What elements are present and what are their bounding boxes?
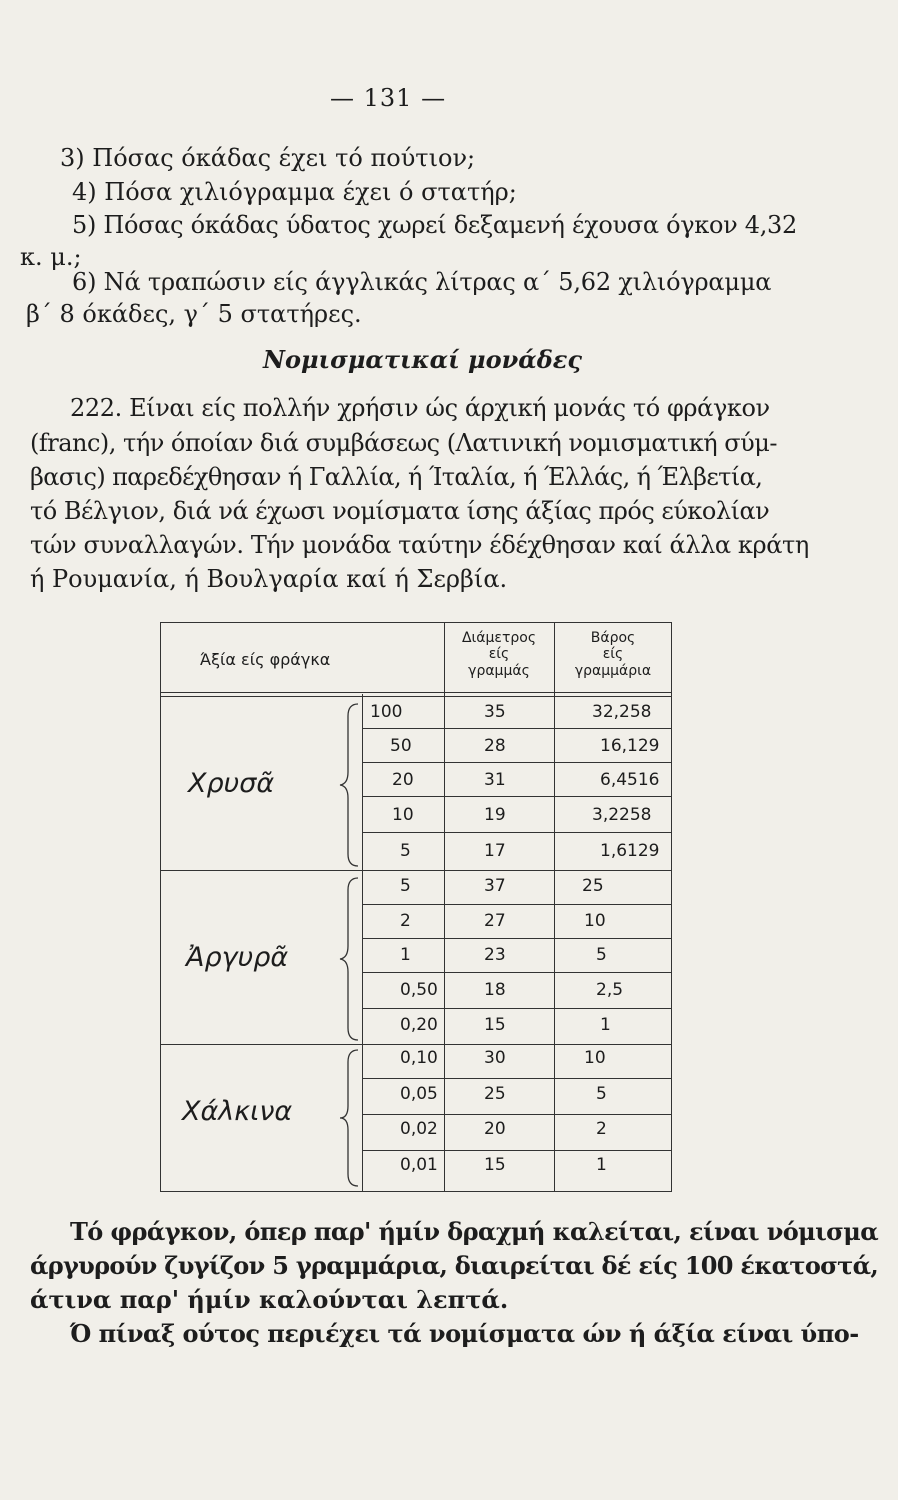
copper-diameter: 20 [484, 1119, 506, 1139]
copper-value: 0,01 [400, 1155, 438, 1175]
header-diameter-3: γραμμάς [468, 663, 530, 679]
coin-table [160, 622, 672, 1192]
group-label-silver: Ἀργυρᾶ [186, 942, 289, 973]
gold-weight: 3,2258 [592, 805, 652, 825]
group-label-gold: Χρυσᾶ [188, 768, 275, 799]
copper-value: 0,02 [400, 1119, 438, 1139]
silver-value: 0,20 [400, 1015, 438, 1035]
section-heading: Νομισματικαί μονάδες [263, 345, 582, 374]
silver-diameter: 27 [484, 911, 506, 931]
exercise-4: 4) Πόσα χιλιόγραμμα έχει ό στατήρ; [72, 178, 517, 206]
gold-weight: 6,4516 [600, 770, 660, 790]
copper-diameter: 25 [484, 1084, 506, 1104]
copper-weight: 1 [596, 1155, 607, 1175]
silver-weight: 1 [600, 1015, 611, 1035]
silver-weight: 25 [582, 876, 604, 896]
silver-diameter: 15 [484, 1015, 506, 1035]
copper-weight: 10 [584, 1048, 606, 1068]
silver-diameter: 23 [484, 945, 506, 965]
exercise-5-cont: κ. μ.; [20, 243, 82, 271]
header-diameter-2: είς [488, 646, 510, 662]
paragraph-line-4: τό Βέλγιον, διά νά έχωσι νομίσματα ίσης άξίας πρός εύκολίαν [30, 497, 770, 525]
silver-value: 5 [400, 876, 411, 896]
page-number: — 131 — [330, 84, 447, 112]
paragraph-line-3: βασις) παρεδέχθησαν ή Γαλλία, ή Ίταλία, ή Έλλάς, ή Έλβετία, [30, 463, 763, 491]
gold-diameter: 31 [484, 770, 506, 790]
gold-weight: 1,6129 [600, 841, 660, 861]
gold-weight: 32,258 [592, 702, 652, 722]
header-weight-3: γραμμάρια [574, 663, 652, 679]
copper-diameter: 30 [484, 1048, 506, 1068]
gold-value: 20 [392, 770, 414, 790]
copper-weight: 5 [596, 1084, 607, 1104]
silver-diameter: 18 [484, 980, 506, 1000]
brace-icon [338, 1048, 362, 1188]
copper-weight: 2 [596, 1119, 607, 1139]
exercise-6: 6) Νά τραπώσιν είς άγγλικάς λίτρας α΄ 5,62 χιλιόγραμμα [72, 268, 772, 296]
silver-weight: 5 [596, 945, 607, 965]
exercise-6-cont: β΄ 8 όκάδες, γ΄ 5 στατήρες. [26, 300, 362, 328]
silver-value: 2 [400, 911, 411, 931]
copper-value: 0,10 [400, 1048, 438, 1068]
gold-value: 10 [392, 805, 414, 825]
header-weight-1: Βάρος [590, 630, 636, 646]
silver-diameter: 37 [484, 876, 506, 896]
silver-value: 0,50 [400, 980, 438, 1000]
gold-diameter: 17 [484, 841, 506, 861]
silver-weight: 10 [584, 911, 606, 931]
closing-line-3: άτινα παρ' ήμίν καλούνται λεπτά. [30, 1285, 509, 1314]
header-diameter-1: Διάμετρος [461, 630, 537, 646]
exercise-3: 3) Πόσας όκάδας έχει τό πούτιον; [60, 144, 476, 172]
group-label-copper: Χάλκινα [182, 1096, 293, 1127]
paragraph-line-2: (franc), τήν όποίαν διά συμβάσεως (Λατινική νομισματική σύμ- [30, 429, 777, 457]
gold-weight: 16,129 [600, 736, 660, 756]
paragraph-line-6: ή Ρουμανία, ή Βουλγαρία καί ή Σερβία. [30, 565, 508, 593]
gold-diameter: 19 [484, 805, 506, 825]
paragraph-line-1: 222. Είναι είς πολλήν χρήσιν ώς άρχική μονάς τό φράγκον [70, 394, 770, 422]
exercise-5: 5) Πόσας όκάδας ύδατος χωρεί δεξαμενή έχουσα όγκον 4,32 [72, 211, 797, 239]
closing-line-1: Τό φράγκον, όπερ παρ' ήμίν δραχμή καλείται, είναι νόμισμα [70, 1217, 879, 1246]
brace-icon [338, 876, 362, 1042]
header-weight-2: είς [602, 646, 624, 662]
silver-value: 1 [400, 945, 411, 965]
gold-value: 5 [400, 841, 411, 861]
paragraph-line-5: τών συναλλαγών. Τήν μονάδα ταύτην έδέχθησαν καί άλλα κράτη [30, 531, 809, 559]
gold-diameter: 28 [484, 736, 506, 756]
brace-icon [338, 702, 362, 868]
gold-value: 50 [390, 736, 412, 756]
copper-value: 0,05 [400, 1084, 438, 1104]
gold-diameter: 35 [484, 702, 506, 722]
closing-line-4: Ό πίναξ ούτος περιέχει τά νομίσματα ών ή άξία είναι ύπο- [70, 1319, 859, 1348]
copper-diameter: 15 [484, 1155, 506, 1175]
gold-value: 100 [370, 702, 403, 722]
silver-weight: 2,5 [596, 980, 624, 1000]
closing-line-2: άργυρούν ζυγίζον 5 γραμμάρια, διαιρείται δέ είς 100 έκατοστά, [30, 1251, 878, 1280]
header-value: Άξία είς φράγκα [200, 650, 331, 669]
